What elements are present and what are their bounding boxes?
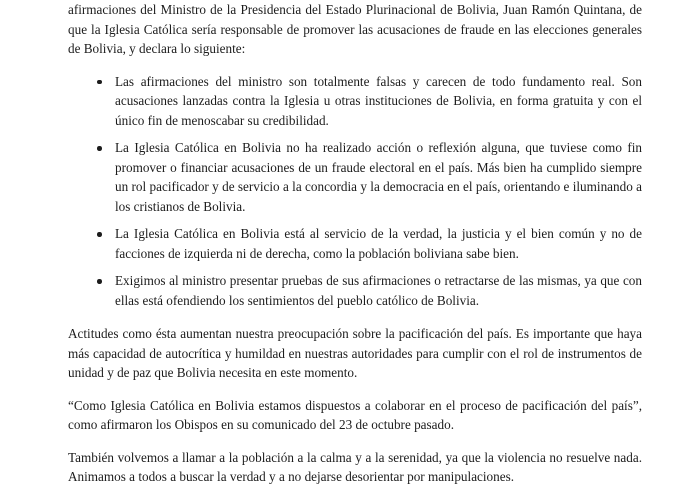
declaration-bullet-list [68, 72, 642, 311]
list-item: Las afirmaciones del ministro son totalmente falsas y carecen de todo fundamento real. Son acusaciones lanzadas contra la Iglesia u otras instituciones de Bolivia, en forma gratuita y con el único fin de menoscabar su credibilidad. [113, 72, 642, 131]
body-paragraph-3: También volvemos a llamar a la población a la calma y a la serenidad, ya que la violencia no resuelve nada. Animamos a todos a buscar la verdad y a no dejarse desorientar por manipulaciones. [68, 449, 642, 484]
page-bottom-edge [0, 435, 700, 441]
body-paragraph-2: “Como Iglesia Católica en Bolivia estamos dispuestos a colaborar en el proceso de pacificación del país”, como afirmaron los Obispos en su comunicado del 23 de octubre pasado. [68, 397, 642, 432]
list-item: La Iglesia Católica en Bolivia está al servicio de la verdad, la justicia y el bien común y no de facciones de izquierda ni de derecha, como la población boliviana sabe bien. [113, 224, 642, 263]
list-item: La Iglesia Católica en Bolivia no ha realizado acción o reflexión alguna, que tuviese como fin promover o financiar acusaciones de un fraude electoral en el país. Más bien ha cumplido siempre un rol pacificador y de servicio a la concordia y la democracia en el país, orientando e iluminando a los cristianos de Bolivia. [113, 138, 642, 216]
intro-paragraph: afirmaciones del Ministro de la Presidencia del Estado Plurinacional de Bolivia, Juan Ramón Quintana, de que la Iglesia Católica sería responsable de promover las acusaciones de fraude en las elecciones generales de Bolivia, y declara lo siguiente: [68, 2, 642, 56]
body-paragraph-1: Actitudes como ésta aumentan nuestra preocupación sobre la pacificación del país. Es importante que haya más capacidad de autocrítica y humildad en nuestras autoridades para cumplir con el rol de instrumentos de unidad y de paz que Bolivia necesita en este momento. [68, 326, 642, 380]
list-item: Exigimos al ministro presentar pruebas de sus afirmaciones o retractarse de las mismas, ya que con ellas está ofendiendo los sentimientos del pueblo católico de Bolivia. [113, 271, 642, 310]
